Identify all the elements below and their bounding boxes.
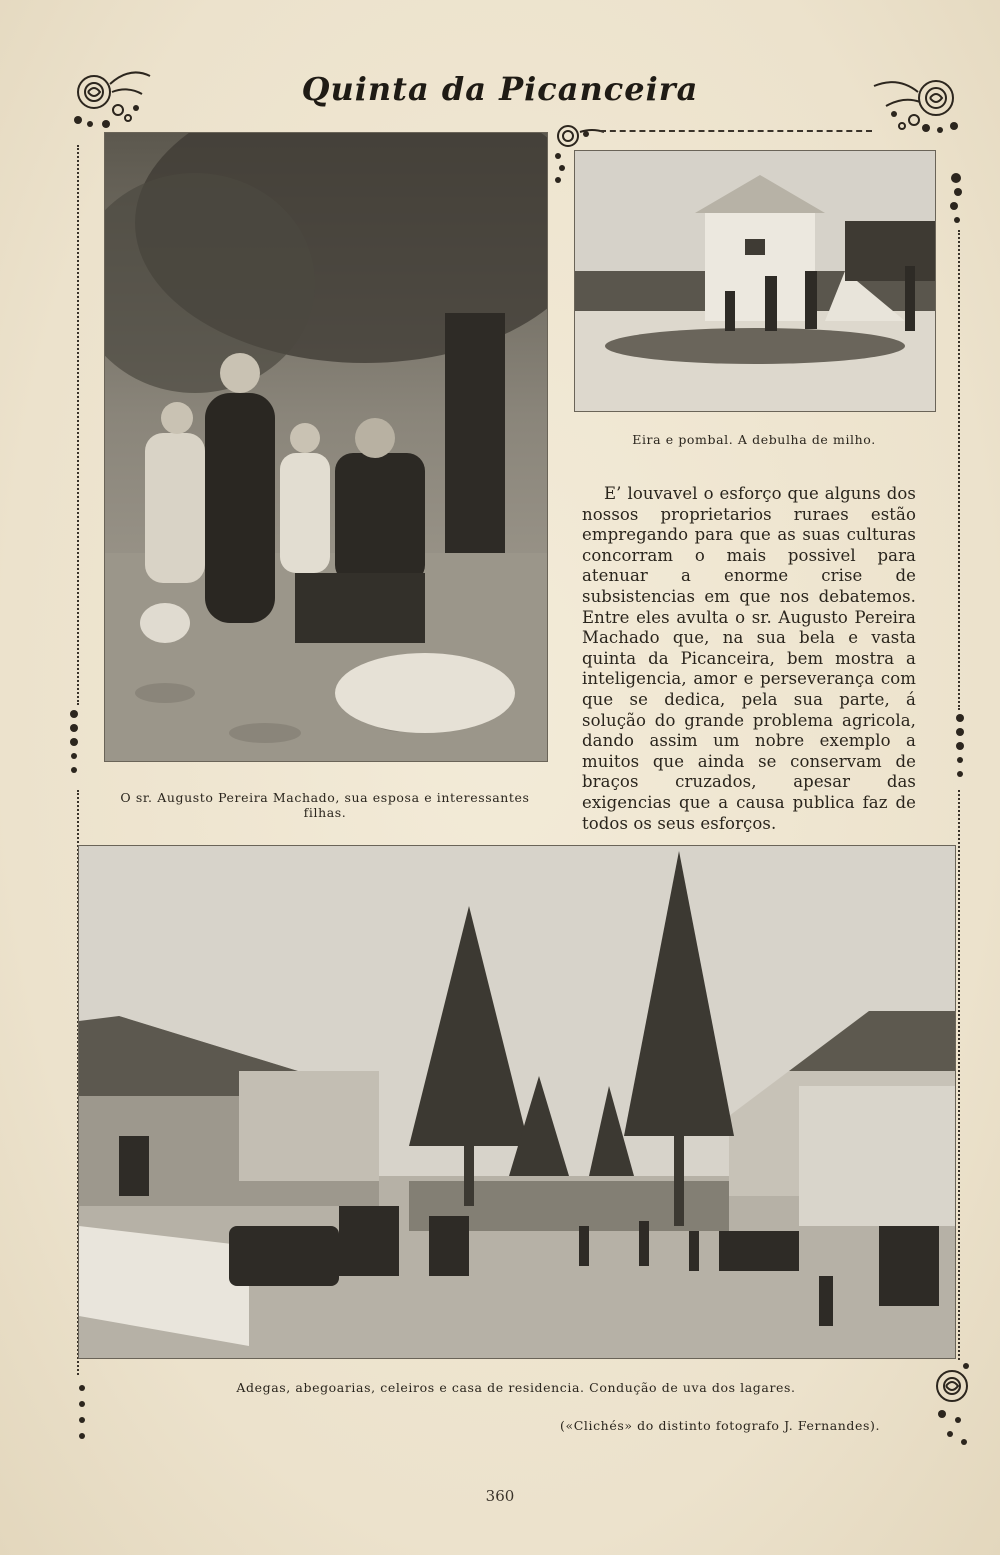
photo-credit: («Clichés» do distinto fotografo J. Fernandes). (560, 1418, 881, 1433)
rose-ornament-top-left (66, 62, 161, 142)
eira-pombal-caption: Eira e pombal. A debulha de milho. (632, 432, 876, 447)
article-paragraph: E’ louvavel o esforço que alguns dos nossos proprietarios ruraes estão empregando para que as suas culturas concorram o mais possivel para atenuar a enorme crise de subsistencias em que nos debatemos. Entre eles avulta o sr. Augusto Pereira Machado que, na sua bela e vasta quinta da Picanceira, bem mostra a inteligencia, amor e perseverança com que se dedica, pela sua parte, á solução do grande problema agricola, dando assim um nobre exemplo a muitos que ainda se conservam de braços cruzados, apesar das exigencias que a causa publica faz de todos os seus esforços. (582, 484, 916, 833)
right-border-line (958, 230, 960, 710)
family-portrait-caption: O sr. Augusto Pereira Machado, sua esposa e interessantes filhas. (120, 790, 530, 820)
page-title: Quinta da Picanceira (301, 70, 699, 108)
rose-ornament-right-mid (942, 170, 972, 230)
eira-pombal-photo (574, 150, 936, 412)
adegas-photo (78, 845, 956, 1359)
dot-ornament-left-mid (62, 708, 86, 778)
page-number: 360 (485, 1487, 515, 1505)
article-body (582, 484, 916, 834)
right-border-line-lower (958, 790, 960, 1360)
adegas-caption: Adegas, abegoarias, celeiros e casa de residencia. Condução de uva dos lagares. (236, 1380, 796, 1395)
rose-ornament-top-right (866, 66, 966, 146)
left-border-line (77, 145, 79, 705)
top-dashed-line (600, 130, 872, 132)
rose-ornament-bottom-right (928, 1358, 978, 1450)
family-portrait-photo (104, 132, 548, 762)
dot-ornament-right-mid (948, 712, 972, 782)
